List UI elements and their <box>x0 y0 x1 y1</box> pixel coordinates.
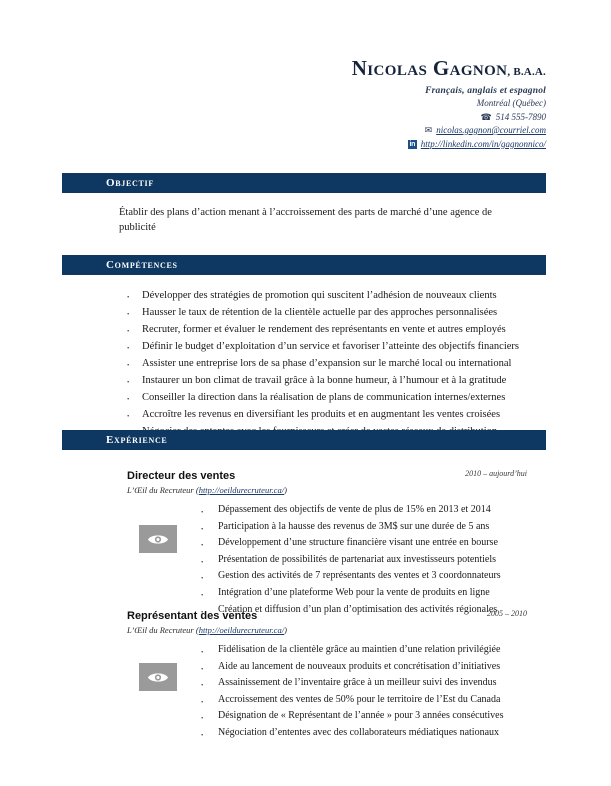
eye-icon <box>147 671 169 684</box>
envelope-icon: ✉ <box>424 125 433 136</box>
job-bullet-item: · Présentation de possibilités de partenariat aux investisseurs potentiels <box>196 552 536 569</box>
job-title: Représentant des ventes <box>127 610 258 622</box>
city-line: Montréal (Québec) <box>476 98 546 109</box>
section-bar-objectif <box>62 173 546 193</box>
email-line <box>352 125 546 137</box>
competence-item: · Définir le budget d’exploitation d’un service et favoriser l’atteinte des objectifs financiers <box>120 338 540 355</box>
job-employer-link[interactable]: http://oeildurecruteur.ca/ <box>198 625 285 635</box>
section-title-experience: Expérience <box>106 434 168 446</box>
job-bullet-item: · Intégration d’une plateforme Web pour la vente de produits en ligne <box>196 585 536 602</box>
job-bullet-item: · Aide au lancement de nouveaux produits et concrétisation d’initiatives <box>196 659 536 676</box>
eye-icon-badge <box>139 525 177 553</box>
eye-icon <box>147 533 169 546</box>
job-bullet-item: · Négociation d’ententes avec des collaborateurs médiatiques nationaux <box>196 725 536 742</box>
job-bullet-item: · Désignation de « Représentant de l’année » pour 3 années consécutives <box>196 708 536 725</box>
phone-line <box>352 112 546 124</box>
job-title: Directeur des ventes <box>127 470 236 482</box>
email-link[interactable]: nicolas.gagnon@courriel.com <box>436 125 546 136</box>
phone-value: 514 555-7890 <box>495 111 546 122</box>
job-employer-prefix: L’Œil du Recruteur ( <box>127 625 199 635</box>
job-bullet-item: · Dépassement des objectifs de vente de plus de 15% en 2013 et 2014 <box>196 502 536 519</box>
job-dates: 2010 – aujourd’hui <box>465 469 527 478</box>
job-bullet-item: · Fidélisation de la clientèle grâce au maintien d’une relation privilégiée <box>196 642 536 659</box>
job-employer-suffix: ) <box>284 625 287 635</box>
job-bullet-item: · Création et diffusion d’un plan d’optimisation des activités régionales <box>196 602 536 619</box>
competence-item: · Recruter, former et évaluer le rendement des représentants en vente et autres employés <box>120 321 540 338</box>
job-header <box>127 466 527 495</box>
phone-icon: ☎ <box>480 111 492 122</box>
job-employer <box>127 625 527 635</box>
job-employer-prefix: L’Œil du Recruteur ( <box>127 485 199 495</box>
job-bullet-item: · Accroissement des ventes de 50% pour le territoire de l’Est du Canada <box>196 692 536 709</box>
section-title-objectif: Objectif <box>106 177 154 189</box>
linkedin-line <box>352 139 546 151</box>
job-bullets <box>196 642 536 742</box>
job-employer-suffix: ) <box>284 485 287 495</box>
job-header <box>127 606 527 635</box>
job-bullet-item: · Gestion des activités de 7 représentants des ventes et 3 coordonnateurs <box>196 568 536 585</box>
competence-item: · Développer des stratégies de promotion qui suscitent l’adhésion de nouveaux clients <box>120 287 540 304</box>
linkedin-icon: in <box>409 140 416 148</box>
job-bullet-item: · Assainissement de l’inventaire grâce à un meilleur suivi des invendus <box>196 675 536 692</box>
languages-line: Français, anglais et espagnol <box>425 85 546 96</box>
competence-item: · Accroître les revenus en diversifiant les produits et en augmentant les ventes croisées <box>120 406 540 423</box>
competence-item: · Conseiller la direction dans la réalisation de plans de communication internes/externes <box>120 389 540 406</box>
competence-item: · Assister une entreprise lors de sa phase d’expansion sur le marché local ou international <box>120 355 540 372</box>
eye-icon-badge <box>139 663 177 691</box>
candidate-name-text: Nicolas Gagnon <box>351 56 508 80</box>
objectif-text: Établir des plans d’action menant à l’accroissement des parts de marché d’une agence de publicité <box>119 207 492 233</box>
competences-list <box>120 287 540 440</box>
competence-item: · Instaurer un bon climat de travail grâce à la bonne humeur, à l’humour et à la gratitude <box>120 372 540 389</box>
section-bar-competences <box>62 255 546 275</box>
job-employer <box>127 485 527 495</box>
job-bullet-item: · Participation à la hausse des revenus de 3M$ sur une durée de 5 ans <box>196 519 536 536</box>
job-bullets <box>196 502 536 618</box>
competence-item: · Hausser le taux de rétention de la clientèle actuelle par des approches personnalisées <box>120 304 540 321</box>
job-employer-link[interactable]: http://oeildurecruteur.ca/ <box>198 485 285 495</box>
resume-header <box>352 55 546 150</box>
section-bar-experience <box>62 430 546 450</box>
section-title-competences: Compétences <box>106 259 178 271</box>
candidate-name <box>352 55 546 82</box>
job-dates: 2005 – 2010 <box>487 609 527 618</box>
job-bullet-item: · Développement d’une structure financière visant une entrée en bourse <box>196 535 536 552</box>
candidate-credentials: , B.A.A. <box>507 66 546 78</box>
linkedin-link[interactable]: http://linkedin.com/in/gagnonnico/ <box>420 138 546 149</box>
